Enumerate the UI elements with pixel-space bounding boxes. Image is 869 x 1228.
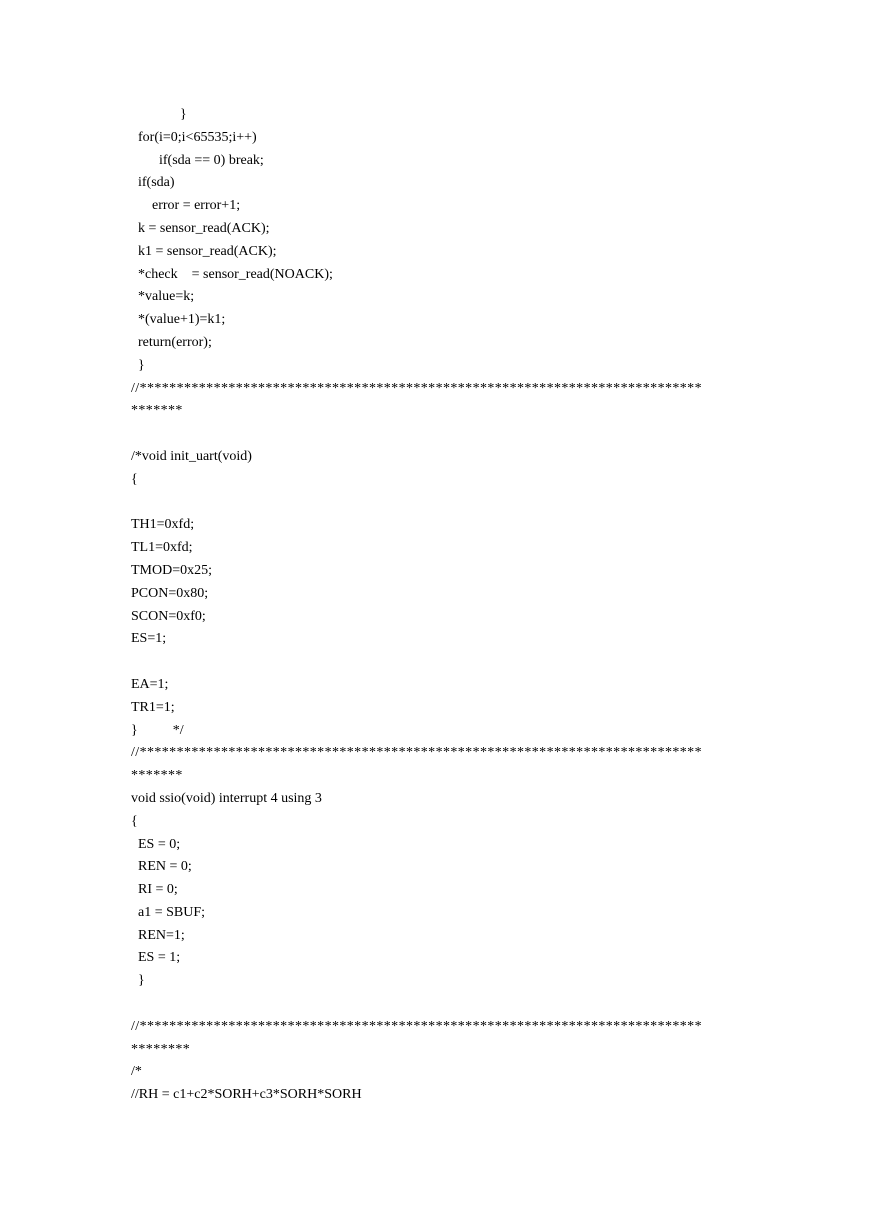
code-line: } <box>131 357 145 373</box>
code-line: k = sensor_read(ACK); <box>131 220 270 236</box>
code-line: TH1=0xfd; <box>131 517 195 533</box>
code-line: k1 = sensor_read(ACK); <box>131 243 277 259</box>
code-line: a1 = SBUF; <box>131 904 206 920</box>
code-line: RI = 0; <box>131 882 178 898</box>
code-line: //RH = c1+c2*SORH+c3*SORH*SORH <box>131 1087 362 1103</box>
code-line: /*void init_uart(void) <box>131 448 252 464</box>
comment-separator-wrap: ******** <box>131 1041 191 1057</box>
code-line: if(sda == 0) break; <box>131 152 264 168</box>
code-line: ES = 1; <box>131 950 181 966</box>
comment-separator: //**************************************************************************** <box>131 745 702 761</box>
code-line: REN = 0; <box>131 859 192 875</box>
code-line: } <box>131 107 187 122</box>
code-line: TL1=0xfd; <box>131 540 193 556</box>
code-line: ES=1; <box>131 631 167 647</box>
blank-line <box>131 993 741 1016</box>
code-line: SCON=0xf0; <box>131 608 206 624</box>
blank-line <box>131 651 741 674</box>
comment-separator-wrap: ******* <box>131 403 183 419</box>
code-listing <box>131 104 741 1107</box>
code-line: TR1=1; <box>131 699 175 715</box>
comment-separator: //**************************************************************************** <box>131 380 702 396</box>
code-line: error = error+1; <box>131 198 241 214</box>
code-line: } <box>131 973 145 989</box>
code-line: *(value+1)=k1; <box>131 312 226 328</box>
code-line: *check = sensor_read(NOACK); <box>131 266 333 282</box>
code-line: if(sda) <box>131 175 175 191</box>
blank-line <box>131 492 741 515</box>
code-line: ES = 0; <box>131 836 181 852</box>
code-line: EA=1; <box>131 676 169 692</box>
code-line: TMOD=0x25; <box>131 562 213 578</box>
code-line: void ssio(void) interrupt 4 using 3 <box>131 790 322 806</box>
blank-line <box>131 423 741 446</box>
code-line: PCON=0x80; <box>131 585 209 601</box>
comment-separator-wrap: ******* <box>131 768 183 784</box>
code-line: *value=k; <box>131 289 195 305</box>
code-line: return(error); <box>131 334 212 350</box>
code-line: { <box>131 813 138 829</box>
code-line: } */ <box>131 722 184 738</box>
code-line: { <box>131 471 138 487</box>
comment-separator: //**************************************************************************** <box>131 1018 702 1034</box>
code-line: REN=1; <box>131 927 185 943</box>
code-line: for(i=0;i<65535;i++) <box>131 129 257 145</box>
code-line: /* <box>131 1064 142 1080</box>
